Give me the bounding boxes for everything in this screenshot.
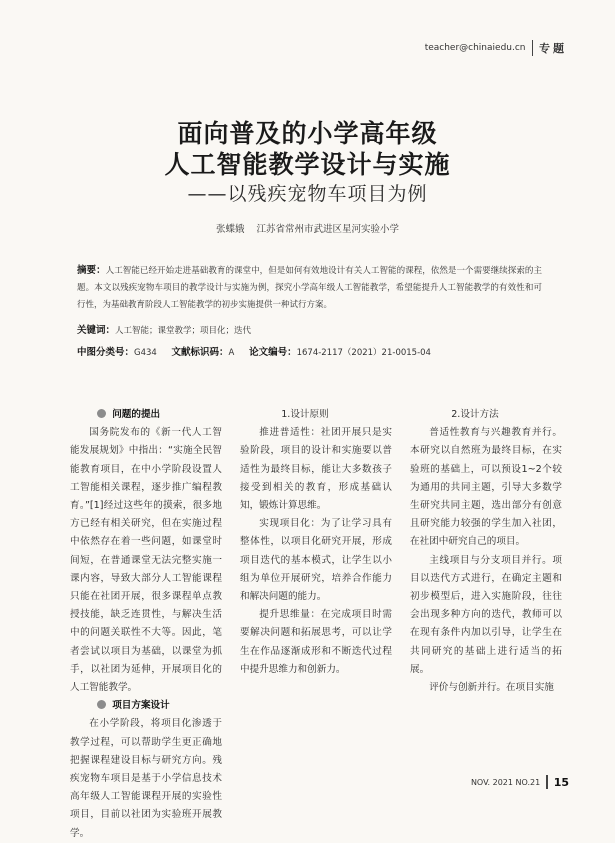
abstract-text: 人工智能已经开始走进基础教育的课堂中，但是如何有效地设计有关人工智能的课程，依然是一个需要继续探索的主题。本文以残疾宠物车项目的教学设计与实施为例，探究小学高年级人工智能教学，希望能提升人工智能教学的有效性和可行性，为基础教育阶段人工智能教学的初步实施提供一种试行方案。 [77,266,542,311]
title-line-2: 人工智能教学设计与实施 [164,150,451,179]
paragraph: 评价与创新并行。在项目实施 [429,682,554,694]
paragraph: 推进普适性：社团开展只是实验阶段，项目的设计和实施要以普适性为最终目标，能让大多数孩子接受到相关的教育，形成基础认知，锻炼计算思维。 [240,427,392,512]
paragraph: 国务院发布的《新一代人工智能发展规划》中指出：“实施全民智能教育项目，在中小学阶段设置人工智能相关课程，逐步推广编程教育。”[1]经过这些年的摸索，很多地方已经有相关研究，但在实施过程中依然存在着一些问题，如课堂时间短，在普通课堂无法完整实施一课内容，导致大部分人工智能课程只能在社团开展，很多课程单点教授技能，缺乏连贯性，与解决生活中的问题关联性不大等。因此，笔者尝试以项目为基础，以课堂为抓手，以社团为延伸，开展项目化的人工智能教学。 [70,427,222,694]
author-affiliation: 江苏省常州市武进区星河实验小学 [256,224,400,235]
page-number: 15 [553,775,569,789]
bullet-icon [97,700,106,709]
header-section: 专题 [539,42,567,55]
paragraph: 在小学阶段，将项目化渗透于教学过程，可以帮助学生更正确地把握课程建设目标与研究方向。残疾宠物车项目是基于小学信息技术高年级人工智能课程开展的实验性项目，目前以社团为实验班开展教学。 [70,718,222,839]
title-block [0,118,615,207]
abstract [77,262,542,315]
clc-value: G434 [134,348,157,358]
paragraph: 提升思维量：在完成项目时需要解决问题和拓展思考，可以让学生在作品逐渐成形和不断迭代过程中提升思维力和创新力。 [240,609,392,675]
keywords-label: 关键词： [77,325,116,336]
article-label: 论文编号： [249,347,297,358]
subheading: 1.设计原则 [281,409,329,420]
section-heading: 问题的提出 [70,406,222,424]
page-header [425,40,567,56]
clc-label: 中图分类号： [77,347,135,358]
paragraph: 实现项目化：为了让学习具有整体性，以项目化研究开展，形成项目迭代的基本模式，让学生以小组为单位开展研究，培养合作能力和解决问题的能力。 [240,518,392,603]
doc-label: 文献标识码： [171,347,229,358]
author-name: 张蝶娥 [215,224,245,235]
bullet-icon [97,409,106,418]
column-3 [410,406,562,697]
title-line-1: 面向普及的小学高年级 [177,119,438,148]
keywords-text: 人工智能；课堂教学；项目化；迭代 [115,326,252,336]
doc-value: A [228,348,235,358]
classification-line [77,344,542,362]
subheading: 2.设计方法 [451,409,499,420]
paragraph: 主线项目与分支项目并行。项目以迭代方式进行，在确定主题和初步模型后，进入实施阶段，往往会出现多种方向的迭代，教师可以在现有条件内加以引导，让学生在共同研究的基础上进行适当的拓展。 [410,554,562,675]
abstract-label: 摘要： [77,265,106,276]
paragraph: 普适性教育与兴趣教育并行。本研究以自然班为最终目标，在实验班的基础上，可以预设1~2个较为通用的共同主题，引导大多数学生研究共同主题，选出部分有创意且研究能力较强的学生加入社团，在社团中研究自己的项目。 [410,427,562,548]
column-1 [70,406,222,843]
header-email: teacher@chinaiedu.cn [424,43,526,53]
section-heading: 项目方案设计 [70,697,222,715]
header-divider [532,40,534,56]
author-line [0,221,615,235]
subtitle: ——以残疾宠物车项目为例 [187,183,428,205]
footer-divider [546,775,548,789]
issue-info: NOV. 2021 NO.21 [470,777,541,787]
article-value: 1674-2117（2021）21-0015-04 [296,348,431,358]
column-2 [240,406,392,679]
page-footer [471,775,569,789]
keywords [77,322,542,340]
